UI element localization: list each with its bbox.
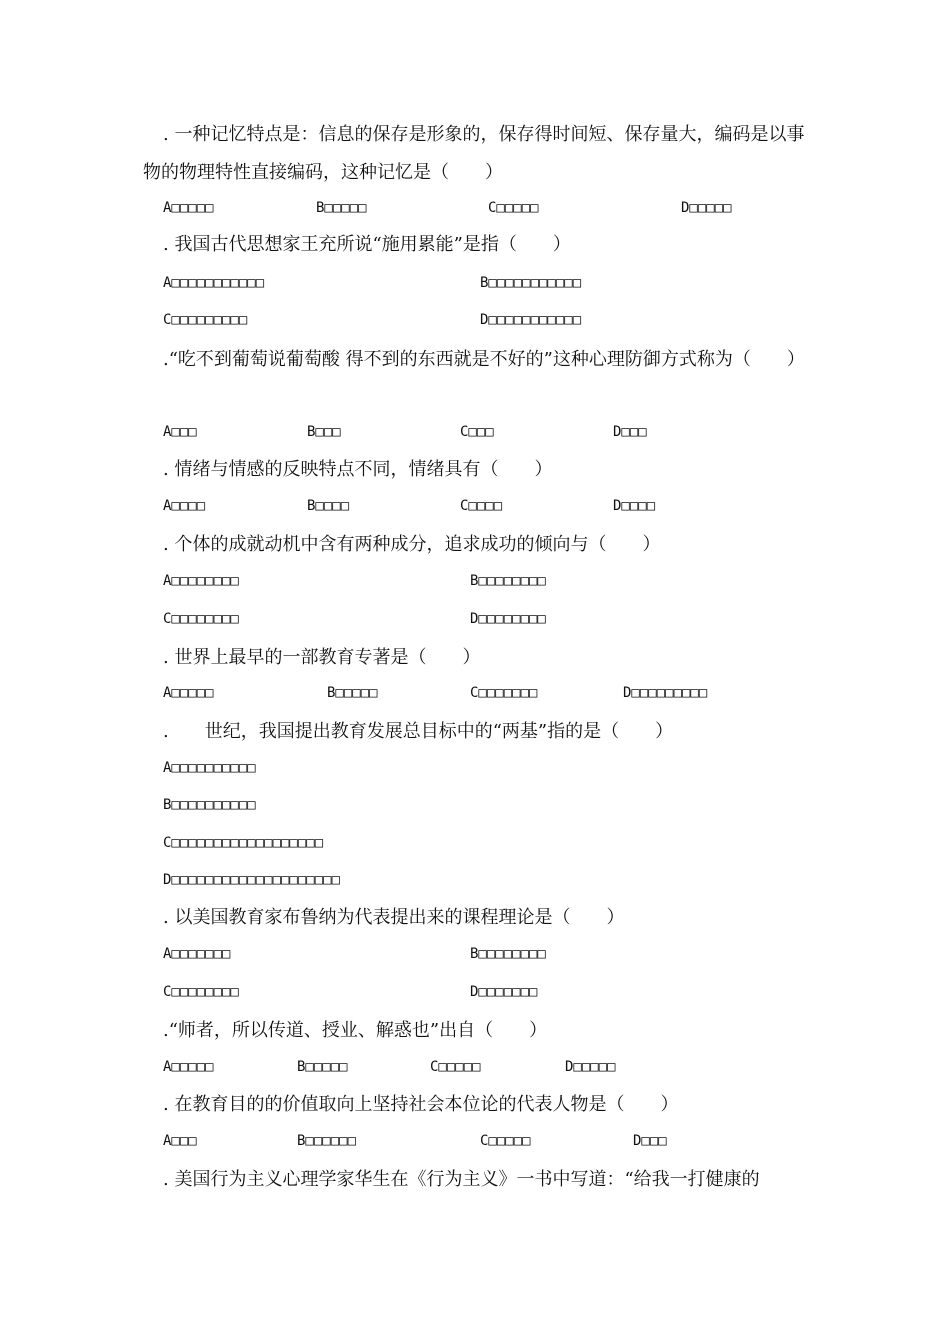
question-4-option-b: B□□□□	[307, 498, 350, 514]
question-3-option-c: C□□□	[460, 424, 494, 440]
question-4-option-c: C□□□□	[460, 498, 503, 514]
question-10-option-d: D□□□	[633, 1133, 667, 1149]
question-5-option-d: D□□□□□□□□	[470, 611, 546, 627]
question-8-stem: . 以美国教育家布鲁纳为代表提出来的课程理论是（ ）	[163, 907, 625, 928]
question-3-stem: .“吃不到葡萄说葡萄酸 得不到的东西就是不好的”这种心理防御方式称为（ ）	[163, 349, 805, 370]
question-10-option-b: B□□□□□□	[297, 1133, 357, 1149]
question-7-option-a: A□□□□□□□□□□	[163, 760, 256, 776]
question-9-stem: .“师者，所以传道、授业、解惑也”出自（ ）	[163, 1020, 548, 1041]
question-2-stem: . 我国古代思想家王充所说“施用累能”是指（ ）	[163, 234, 571, 255]
question-2-option-a: A□□□□□□□□□□□	[163, 275, 265, 291]
question-9-option-b: B□□□□□	[297, 1059, 348, 1075]
question-3-option-d: D□□□	[613, 424, 647, 440]
question-9-option-c: C□□□□□	[430, 1059, 481, 1075]
question-7-stem: . 世纪，我国提出教育发展总目标中的“两基”指的是（ ）	[163, 721, 674, 742]
question-1-option-d: D□□□□□	[681, 200, 732, 216]
question-4-option-d: D□□□□	[613, 498, 656, 514]
question-8-option-a: A□□□□□□□	[163, 946, 231, 962]
question-6-option-c: C□□□□□□□	[470, 685, 538, 701]
question-1-option-c: C□□□□□	[488, 200, 539, 216]
question-5-option-c: C□□□□□□□□	[163, 611, 239, 627]
question-5-option-b: B□□□□□□□□	[470, 573, 546, 589]
question-3-option-a: A□□□	[163, 424, 197, 440]
question-3-option-b: B□□□	[307, 424, 341, 440]
question-6-option-d: D□□□□□□□□□	[623, 685, 708, 701]
question-7-option-c: C□□□□□□□□□□□□□□□□□□	[163, 835, 324, 851]
question-8-option-b: B□□□□□□□□	[470, 946, 546, 962]
question-6-option-b: B□□□□□	[327, 685, 378, 701]
question-9-option-a: A□□□□□	[163, 1059, 214, 1075]
question-8-option-c: C□□□□□□□□	[163, 984, 239, 1000]
question-10-option-c: C□□□□□	[480, 1133, 531, 1149]
question-1-option-a: A□□□□□	[163, 200, 214, 216]
question-10-stem: . 在教育目的的价值取向上坚持社会本位论的代表人物是（ ）	[163, 1094, 679, 1115]
question-8-option-d: D□□□□□□□	[470, 984, 538, 1000]
question-9-option-d: D□□□□□	[565, 1059, 616, 1075]
question-5-stem: . 个体的成就动机中含有两种成分，追求成功的倾向与（ ）	[163, 534, 661, 555]
question-11-stem: . 美国行为主义心理学家华生在《行为主义》一书中写道：“给我一打健康的	[163, 1169, 760, 1190]
question-6-option-a: A□□□□□	[163, 685, 214, 701]
question-2-option-d: D□□□□□□□□□□□	[480, 312, 582, 328]
question-7-option-b: B□□□□□□□□□□	[163, 797, 256, 813]
question-4-stem: . 情绪与情感的反映特点不同，情绪具有（ ）	[163, 459, 553, 480]
question-1-option-b: B□□□□□	[316, 200, 367, 216]
question-2-option-c: C□□□□□□□□□	[163, 312, 248, 328]
question-6-stem: . 世界上最早的一部教育专著是（ ）	[163, 647, 481, 668]
question-1-stem: . 一种记忆特点是：信息的保存是形象的，保存得时间短、保存量大，编码是以事物的物理特性直接编码，这种记忆是（ ）	[143, 124, 805, 183]
question-2-option-b: B□□□□□□□□□□□	[480, 275, 582, 291]
question-5-option-a: A□□□□□□□□	[163, 573, 239, 589]
question-4-option-a: A□□□□	[163, 498, 206, 514]
question-10-option-a: A□□□	[163, 1133, 197, 1149]
question-7-option-d: D□□□□□□□□□□□□□□□□□□□□	[163, 872, 341, 888]
